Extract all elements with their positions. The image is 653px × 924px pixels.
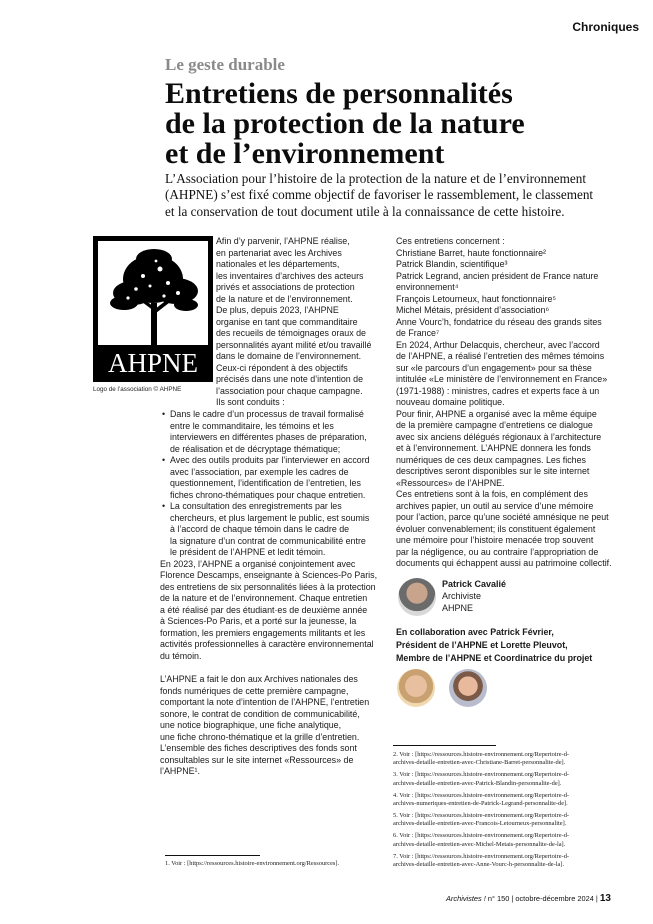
text-line: environnement⁴ (396, 282, 459, 292)
footnote-text: archives-detaille-entretien-avec-Christiane-Barret-personnalite-de]. (393, 759, 566, 767)
article-lede (165, 171, 645, 220)
footnote-text: archives-detaille-entretien-avec-Francois-Letourneux-personnalite]. (393, 820, 567, 828)
section-label: Chroniques (572, 20, 639, 34)
text-line: en partenariat avec les Archives (216, 247, 342, 258)
text-line: l’association pour chaque campagne. (216, 385, 363, 396)
footnote-text: archives-detaille-entretien-avec-Patrick-Blandin-personnalite-de]. (393, 779, 562, 787)
tree-icon (98, 241, 208, 345)
text-line: nationales et les départements, (216, 259, 340, 269)
text-line: les inventaires d’archives des acteurs (216, 270, 364, 281)
text-line: personnalités ayant milité et/ou travaillé (216, 339, 372, 350)
collaborator-portrait (397, 669, 435, 707)
page-number: 13 (599, 893, 611, 904)
text-line: de la nature et de l’environnement. (216, 293, 353, 304)
text-line: Anne Vourc’h, fondatrice du réseau des grands sites (396, 316, 602, 327)
text-line: de l’AHPNE, a réalisé l’entretien des mêmes témoins (396, 351, 605, 361)
footnote (165, 860, 339, 868)
text-line: et à l’environnement. L’AHPNE donnera les fonds (396, 443, 591, 453)
magazine-name: Archivistes ! (446, 894, 486, 903)
text-line: • La consultation des enregistrements par les (170, 501, 342, 511)
ahpne-logo (93, 236, 213, 382)
text-line: En collaboration avec Patrick Février, (396, 627, 554, 637)
author-portrait (398, 578, 436, 616)
text-line: évoluer convenablement; ils constituent également (396, 523, 596, 534)
text-line: Florence Descamps, enseignante à Sciences-Po Paris, (160, 570, 378, 580)
footnote-text: 5. Voir : [https://ressources.histoire-environnement.org/Repertoire-d- (393, 811, 570, 819)
text-line: Ces entretiens sont à la fois, en complément des (396, 489, 588, 499)
text-line: du témoin. (160, 650, 202, 661)
author-name: Patrick Cavalié (442, 579, 507, 589)
text-line: privés et associations de protection (216, 282, 355, 292)
text-line: la signature d’un contrat de communicabilité entre (170, 535, 366, 546)
text-line: En 2023, l’AHPNE a organisé conjointement avec (160, 558, 356, 569)
text-line: de réalisation et de décryptage thématique; (170, 443, 341, 454)
lede-line: et la conservation de tout document utile à la connaissance de cette histoire. (165, 203, 565, 219)
title-line: de la protection de la nature (165, 107, 525, 140)
footnotes-right (393, 751, 623, 873)
text-line: Ils sont conduits : (216, 397, 285, 407)
text-line: a été réalisé par des étudiant·es de deuxième année (160, 604, 368, 615)
lede-line: L’Association pour l’histoire de la protection de la nature et de l’environnement (165, 171, 587, 186)
footnote-text: 2. Voir : [https://ressources.histoire-environnement.org/Repertoire-d- (393, 751, 570, 758)
footnote-text: 3. Voir : [https://ressources.histoire-environnement.org/Repertoire-d- (393, 771, 570, 779)
text-line: documents qui échappent aussi au patrimoine collectif. (396, 558, 612, 568)
footnote (393, 792, 623, 809)
text-line: nouveau domaine politique. (396, 397, 505, 407)
text-line: organise en tant que commanditaire (216, 316, 358, 327)
collaborator-portrait (449, 669, 487, 707)
text-line: descriptives seront disponibles sur le site internet (396, 466, 590, 476)
text-line: Patrick Legrand, ancien président de France nature (396, 270, 599, 281)
text-line: à l’accord de chaque témoin dans le cadre de (170, 524, 350, 534)
lede-line: (AHPNE) s’est fixé comme objectif de favoriser le rassemblement, le classement (165, 187, 594, 203)
author-org: AHPNE (442, 603, 474, 613)
footnote-text: archives-detaille-entretien-avec-Michel-Metais-personnalite-de-la]. (393, 840, 566, 848)
text-line: Pour finir, AHPNE a organisé avec la même équipe (396, 408, 597, 419)
text-line: Afin d’y parvenir, l’AHPNE réalise, (216, 236, 350, 246)
footnote-text: 6. Voir : [https://ressources.histoire-environnement.org/Repertoire-d- (393, 832, 570, 840)
text-line: de France⁷ (396, 328, 440, 338)
page-folio (446, 893, 611, 904)
article-title (165, 79, 635, 169)
text-line: par la négligence, ou au contraire l’appropriation de (396, 546, 599, 557)
text-line: avec l’association, par exemple les cadres de (170, 466, 349, 477)
issue-info: n° 150 | octobre-décembre 2024 | (485, 894, 600, 903)
footnote (393, 771, 623, 788)
text-line: une fiche chrono-thématique et la grille d’entretien. (160, 731, 360, 742)
footnote-rule (165, 855, 260, 856)
text-line: numériques de ces deux campagnes. Les fiches (396, 454, 586, 465)
footnote (393, 853, 623, 870)
text-line: l’AHPNE¹. (160, 766, 200, 776)
text-line: De plus, depuis 2023, l’AHPNE (216, 305, 339, 315)
text-line: En 2024, Arthur Delacquis, chercheur, avec l’accord (396, 339, 600, 350)
text-line: Michel Métais, président d’association⁶ (396, 305, 550, 315)
text-line: intitulée «Le ministère de l’environnement en France» (396, 374, 608, 384)
text-line: formation, les premiers engagements militants et les (160, 627, 366, 638)
text-line: Ceux-ci répondent à des objectifs (216, 362, 348, 373)
text-line: activités professionnelles à caractère environnemental (160, 639, 374, 649)
text-line: chercheurs, et plus largement le public, est soumis (170, 512, 370, 523)
footnote-text: 1. Voir : [https://ressources.histoire-environnement.org/Ressources]. (165, 860, 340, 867)
text-line: interviewers en différentes phases de préparation, (170, 432, 367, 442)
text-line: fiches chrono-thématiques pour chaque entretien. (170, 489, 366, 500)
text-line: • Dans le cadre d’un processus de travail formalisé (170, 409, 364, 419)
text-line: avec six anciens délégués régionaux à l’architecture (396, 431, 602, 442)
text-line: «Ressources» de l’AHPNE. (396, 477, 505, 488)
text-line: une mémoire pour l’histoire menacée trop souvent (396, 535, 594, 545)
text-line: Président de l’AHPNE et Lorette Pleuvot, (396, 640, 568, 650)
text-line: Patrick Blandin, scientifique³ (396, 259, 508, 269)
footnotes-left (165, 860, 339, 872)
footnote-text: archives-numeriques-entretien-de-Patrick-Legrand-personnalite-de]. (393, 800, 568, 808)
column-a-body (160, 409, 377, 778)
author-role: Archiviste (442, 591, 482, 601)
collaboration-credit (396, 626, 592, 665)
footnote (393, 751, 623, 768)
logo-caption: Logo de l’association © AHPNE (93, 386, 182, 393)
text-line: • Avec des outils produits par l’interviewer en accord (170, 455, 370, 465)
footnote (393, 812, 623, 829)
text-line: L’ensemble des fiches descriptives des fonds sont (160, 743, 357, 753)
text-line: des entretiens de six personnalités liées à la protection (160, 581, 376, 592)
text-line: le président de l’AHPNE et ledit témoin. (170, 547, 326, 557)
text-line: précisés dans une note d’intention de (216, 374, 364, 384)
text-line: entre le commanditaire, les témoins et les (170, 420, 334, 431)
text-line: une notice biographique, une fiche analytique, (160, 720, 342, 730)
text-line: Christiane Barret, haute fonctionnaire² (396, 247, 546, 258)
bullet-item (160, 501, 377, 559)
text-line: archives papier, un outil au service d’une mémoire (396, 500, 594, 511)
text-line: questionnement, l’identification de l’entretien, les (170, 478, 361, 488)
footnote-rule (393, 745, 496, 746)
text-line: de la nature et de l’environnement. Chaque entretien (160, 593, 368, 603)
text-line: à Sciences-Po Paris, et a porté sur la jeunesse, la (160, 616, 357, 626)
text-line: sonore, le contrat de condition de communicabilité, (160, 708, 360, 719)
text-line: L’AHPNE a fait le don aux Archives nationales des (160, 674, 358, 684)
bullet-list (160, 409, 377, 559)
text-line: François Letourneux, haut fonctionnaire⁵ (396, 293, 557, 304)
bullet-item (160, 409, 377, 455)
bullet-item (160, 455, 377, 501)
footnote (393, 832, 623, 849)
text-line: dans le domaine de l’environnement. (216, 351, 362, 361)
footnote-text: archives-detaille-entretien-avec-Anne-Vourc-h-personnalite-de-la]. (393, 860, 565, 868)
title-line: et de l’environnement (165, 137, 445, 170)
text-line: Ces entretiens concernent : (396, 236, 505, 246)
text-line: comportant la note d’intention de l’AHPNE, l’entretien (160, 697, 370, 707)
text-line: consultables sur le site internet «Ressources» de (160, 754, 354, 765)
logo-text: AHPNE (107, 348, 198, 378)
text-line: fonds numériques de cette première campagne, (160, 685, 349, 696)
footnote-text: 7. Voir : [https://ressources.histoire-environnement.org/Repertoire-d- (393, 852, 570, 860)
text-line: (1971-1988) : ministres, cadres et experts face à un (396, 385, 600, 396)
text-line: pour l’action, parce qu’une société amnésique ne peut (396, 512, 609, 522)
footnote-text: 4. Voir : [https://ressources.histoire-environnement.org/Repertoire-d- (393, 791, 570, 799)
text-line: de la première campagne d’entretiens ce dialogue (396, 420, 593, 430)
article-kicker: Le geste durable (165, 55, 285, 74)
column-b (396, 236, 612, 570)
text-line: sur «le parcours d’un engagement» pour sa thèse (396, 362, 592, 373)
text-line: Membre de l’AHPNE et Coordinatrice du projet (396, 653, 593, 663)
text-line: des recueils de témoignages oraux de (216, 328, 366, 338)
title-line: Entretiens de personnalités (165, 77, 513, 110)
column-a-intro (216, 236, 371, 409)
